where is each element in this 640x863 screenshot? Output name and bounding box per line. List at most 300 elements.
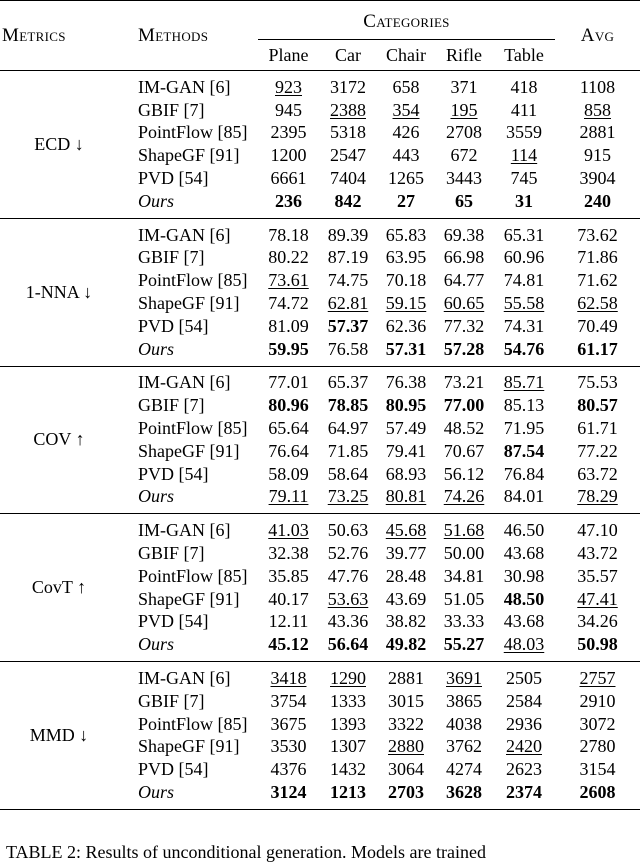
value-cell [319, 542, 377, 565]
value-text: 38.82 [385, 611, 427, 632]
value-cell [319, 736, 377, 759]
value-cell [435, 463, 493, 486]
method-name: Ours [138, 486, 175, 507]
avg-value [555, 417, 640, 440]
value-text: 64.77 [443, 270, 485, 291]
value-text: 2881 [579, 122, 616, 143]
value-cell [493, 588, 555, 611]
value-text: 55.27 [443, 634, 485, 655]
value-cell [319, 190, 377, 218]
value-text: 77.01 [268, 372, 309, 393]
table-row [0, 662, 640, 690]
value-cell [258, 247, 319, 270]
value-text: 65.83 [385, 224, 427, 245]
value-text: 3691 [446, 668, 482, 689]
value-text: 411 [510, 99, 538, 120]
value-text: 65.37 [327, 372, 369, 393]
value-cell [377, 292, 435, 315]
value-text: 47.41 [577, 588, 618, 609]
value-cell [377, 71, 435, 99]
value-text: 64.97 [327, 418, 369, 439]
avg-value [555, 269, 640, 292]
value-cell [319, 633, 377, 661]
value-cell [319, 218, 377, 246]
value-cell [258, 662, 319, 690]
value-text: 3064 [388, 759, 424, 780]
value-text: 658 [392, 76, 420, 97]
avg-value [555, 633, 640, 661]
value-cell [435, 144, 493, 167]
value-text: 52.76 [327, 543, 369, 564]
metric-label: MMD ↓ [29, 725, 89, 746]
value-cell [319, 269, 377, 292]
value-text: 57.28 [443, 338, 485, 359]
value-text: 35.57 [577, 565, 618, 586]
value-text: 50.00 [443, 543, 485, 564]
value-text: 3754 [270, 690, 307, 711]
value-text: 57.49 [385, 418, 427, 439]
avg-value [555, 514, 640, 542]
method-name: PointFlow [85] [138, 418, 248, 439]
value-text: 56.12 [443, 463, 485, 484]
value-text: 34.81 [443, 565, 485, 586]
value-text: 40.17 [268, 588, 309, 609]
value-cell [493, 758, 555, 781]
value-cell [319, 247, 377, 270]
value-cell [377, 247, 435, 270]
avg-value [555, 99, 640, 122]
value-cell [435, 417, 493, 440]
value-text: 1432 [330, 759, 366, 780]
value-text: 7404 [330, 168, 366, 189]
value-cell [258, 514, 319, 542]
value-cell [258, 144, 319, 167]
value-text: 4038 [446, 713, 482, 734]
value-cell [258, 218, 319, 246]
value-cell [258, 394, 319, 417]
avg-value [555, 144, 640, 167]
value-cell [435, 315, 493, 338]
value-text: 371 [450, 76, 478, 97]
value-cell [258, 588, 319, 611]
value-cell [258, 190, 319, 218]
method-name: PointFlow [85] [138, 565, 248, 586]
table-row [0, 514, 640, 542]
value-cell [493, 633, 555, 661]
value-text: 76.64 [268, 440, 309, 461]
value-text: 923 [275, 76, 302, 97]
value-text: 2910 [579, 690, 616, 711]
value-text: 80.95 [385, 395, 427, 416]
value-text: 71.95 [503, 418, 545, 439]
value-text: 30.98 [503, 565, 545, 586]
avg-value [555, 781, 640, 809]
value-cell [493, 167, 555, 190]
value-text: 43.36 [327, 611, 369, 632]
value-cell [377, 486, 435, 514]
value-text: 79.11 [268, 486, 309, 507]
value-cell [493, 713, 555, 736]
table-header [0, 1, 640, 71]
value-cell [435, 366, 493, 394]
value-text: 236 [275, 190, 302, 211]
value-cell [377, 633, 435, 661]
value-cell [377, 122, 435, 145]
avg-value [555, 463, 640, 486]
category-rifle-header: Rifle [446, 44, 482, 65]
value-cell [319, 486, 377, 514]
value-cell [319, 71, 377, 99]
avg-value [555, 247, 640, 270]
avg-header: Avg [580, 24, 615, 46]
value-text: 672 [450, 145, 478, 166]
value-text: 195 [450, 99, 478, 120]
category-plane-header: Plane [268, 44, 309, 65]
value-cell [319, 758, 377, 781]
value-cell [377, 514, 435, 542]
value-text: 57.31 [385, 338, 427, 359]
value-cell [377, 167, 435, 190]
value-text: 46.50 [503, 520, 545, 541]
value-text: 63.72 [577, 463, 618, 484]
value-text: 65.31 [503, 224, 545, 245]
value-text: 6661 [270, 168, 307, 189]
value-text: 3154 [579, 759, 616, 780]
avg-value [555, 611, 640, 634]
value-cell [493, 218, 555, 246]
value-cell [258, 736, 319, 759]
value-cell [319, 315, 377, 338]
value-cell [435, 99, 493, 122]
value-cell [493, 565, 555, 588]
value-text: 745 [510, 168, 538, 189]
value-cell [377, 662, 435, 690]
value-text: 2395 [270, 122, 307, 143]
value-text: 3418 [270, 668, 307, 689]
value-cell [319, 144, 377, 167]
value-text: 77.00 [443, 395, 485, 416]
value-cell [258, 315, 319, 338]
value-cell [319, 167, 377, 190]
value-text: 3530 [270, 736, 307, 757]
value-text: 55.58 [503, 293, 545, 314]
value-text: 60.96 [503, 247, 545, 268]
value-text: 418 [510, 76, 538, 97]
value-cell [319, 565, 377, 588]
avg-value [555, 338, 640, 366]
value-text: 2608 [579, 782, 616, 802]
method-name: PVD [54] [138, 759, 209, 780]
value-cell [319, 440, 377, 463]
value-cell [435, 758, 493, 781]
value-cell [319, 394, 377, 417]
value-text: 114 [510, 145, 538, 166]
value-cell [377, 417, 435, 440]
value-text: 78.18 [268, 224, 309, 245]
value-text: 87.54 [503, 440, 545, 461]
value-text: 3072 [579, 713, 616, 734]
value-cell [493, 144, 555, 167]
value-text: 47.10 [577, 520, 618, 541]
avg-value [555, 315, 640, 338]
method-name: PVD [54] [138, 463, 209, 484]
table-caption: TABLE 2: Results of unconditional generation. Models are trained [6, 842, 486, 862]
value-cell [319, 713, 377, 736]
value-text: 32.38 [268, 543, 309, 564]
value-text: 78.29 [577, 486, 618, 507]
value-cell [493, 122, 555, 145]
value-text: 76.84 [503, 463, 545, 484]
value-cell [435, 122, 493, 145]
method-name: PVD [54] [138, 315, 209, 336]
method-name: PointFlow [85] [138, 270, 248, 291]
value-text: 80.57 [577, 395, 618, 416]
value-text: 842 [334, 190, 362, 211]
value-cell [258, 292, 319, 315]
value-cell [319, 662, 377, 690]
value-text: 70.18 [385, 270, 427, 291]
value-text: 77.32 [443, 315, 485, 336]
value-text: 74.75 [327, 270, 369, 291]
value-text: 1200 [270, 145, 307, 166]
value-text: 4274 [446, 759, 482, 780]
method-name: ShapeGF [91] [138, 440, 240, 461]
value-cell [377, 269, 435, 292]
value-text: 48.52 [443, 418, 485, 439]
value-text: 65.64 [268, 418, 309, 439]
method-name: ShapeGF [91] [138, 736, 240, 757]
value-cell [258, 440, 319, 463]
avg-value [555, 690, 640, 713]
value-text: 51.68 [443, 520, 485, 541]
value-cell [435, 486, 493, 514]
value-text: 60.65 [443, 293, 485, 314]
value-text: 5318 [330, 122, 366, 143]
value-text: 1393 [330, 713, 366, 734]
value-cell [319, 338, 377, 366]
value-text: 1108 [579, 76, 616, 97]
metric-label: COV ↑ [33, 429, 85, 450]
value-text: 426 [392, 122, 420, 143]
value-text: 3762 [446, 736, 482, 757]
value-text: 858 [584, 99, 611, 120]
avg-value [555, 122, 640, 145]
value-text: 71.86 [577, 247, 618, 268]
value-cell [258, 463, 319, 486]
value-cell [319, 99, 377, 122]
value-cell [435, 736, 493, 759]
value-cell [258, 611, 319, 634]
value-cell [493, 417, 555, 440]
value-text: 2780 [579, 736, 616, 757]
value-text: 1290 [330, 668, 366, 689]
value-text: 78.85 [327, 395, 369, 416]
method-name: IM-GAN [6] [138, 372, 231, 393]
value-text: 3628 [446, 782, 482, 802]
value-text: 50.63 [327, 520, 369, 541]
value-text: 2505 [506, 668, 542, 689]
value-cell [377, 440, 435, 463]
value-cell [258, 758, 319, 781]
method-name: GBIF [7] [138, 690, 205, 711]
avg-value [555, 190, 640, 218]
value-text: 945 [275, 99, 302, 120]
value-cell [377, 690, 435, 713]
value-cell [435, 690, 493, 713]
value-cell [493, 71, 555, 99]
value-text: 85.13 [503, 395, 545, 416]
value-text: 39.77 [385, 543, 427, 564]
value-cell [377, 611, 435, 634]
value-cell [435, 71, 493, 99]
method-name: GBIF [7] [138, 395, 205, 416]
value-cell [377, 713, 435, 736]
value-cell [493, 315, 555, 338]
method-name: PointFlow [85] [138, 122, 248, 143]
value-cell [377, 190, 435, 218]
value-text: 27 [397, 190, 415, 211]
value-text: 71.85 [327, 440, 369, 461]
metric-label: CovT ↑ [31, 577, 87, 598]
value-cell [319, 690, 377, 713]
method-name: Ours [138, 338, 175, 359]
value-text: 62.58 [577, 293, 618, 314]
value-cell [319, 514, 377, 542]
value-cell [435, 269, 493, 292]
value-cell [435, 713, 493, 736]
value-cell [493, 394, 555, 417]
value-text: 3904 [579, 168, 616, 189]
value-text: 84.01 [503, 486, 545, 507]
method-name: GBIF [7] [138, 543, 205, 564]
metric-label: 1-NNA ↓ [25, 281, 93, 302]
value-text: 33.33 [443, 611, 485, 632]
value-text: 62.81 [327, 293, 369, 314]
methods-header: Methods [138, 24, 209, 46]
value-cell [435, 338, 493, 366]
value-cell [377, 588, 435, 611]
value-cell [258, 417, 319, 440]
value-cell [493, 247, 555, 270]
value-text: 45.68 [385, 520, 427, 541]
value-text: 2623 [506, 759, 542, 780]
method-name: Ours [138, 190, 175, 211]
value-text: 89.39 [327, 224, 369, 245]
value-text: 2881 [388, 668, 424, 689]
avg-value [555, 218, 640, 246]
value-cell [435, 662, 493, 690]
value-text: 34.26 [577, 611, 618, 632]
value-text: 1307 [330, 736, 366, 757]
value-text: 74.72 [268, 293, 309, 314]
value-text: 74.81 [503, 270, 545, 291]
value-text: 80.22 [268, 247, 309, 268]
value-text: 70.67 [443, 440, 485, 461]
value-cell [493, 611, 555, 634]
value-cell [493, 269, 555, 292]
value-text: 2936 [506, 713, 542, 734]
value-text: 61.17 [577, 338, 618, 359]
value-cell [258, 269, 319, 292]
value-text: 41.03 [268, 520, 309, 541]
value-text: 85.71 [503, 372, 545, 393]
table-body [0, 71, 640, 810]
value-text: 915 [584, 145, 611, 166]
value-cell [435, 588, 493, 611]
value-text: 2388 [330, 99, 366, 120]
value-text: 3559 [506, 122, 542, 143]
value-text: 53.63 [327, 588, 369, 609]
value-text: 35.85 [268, 565, 309, 586]
value-text: 54.76 [503, 338, 545, 359]
value-text: 74.26 [443, 486, 485, 507]
value-text: 2547 [330, 145, 366, 166]
value-text: 56.64 [327, 634, 369, 655]
value-cell [377, 315, 435, 338]
value-cell [377, 565, 435, 588]
avg-value [555, 366, 640, 394]
table-row [0, 366, 640, 394]
avg-value [555, 713, 640, 736]
value-cell [493, 514, 555, 542]
method-name: IM-GAN [6] [138, 76, 231, 97]
value-text: 80.96 [268, 395, 309, 416]
table-row [0, 218, 640, 246]
value-text: 12.11 [268, 611, 309, 632]
value-text: 69.38 [443, 224, 485, 245]
value-cell [258, 167, 319, 190]
value-text: 3865 [446, 690, 482, 711]
value-cell [435, 292, 493, 315]
value-cell [493, 463, 555, 486]
avg-value [555, 440, 640, 463]
value-cell [493, 690, 555, 713]
value-text: 81.09 [268, 315, 309, 336]
value-cell [319, 463, 377, 486]
value-text: 66.98 [443, 247, 485, 268]
value-text: 63.95 [385, 247, 427, 268]
value-cell [258, 542, 319, 565]
value-text: 1265 [388, 168, 424, 189]
value-text: 4376 [270, 759, 307, 780]
method-name: ShapeGF [91] [138, 145, 240, 166]
value-cell [435, 514, 493, 542]
avg-value [555, 565, 640, 588]
value-cell [377, 338, 435, 366]
categories-header: Categories [258, 1, 555, 40]
value-cell [377, 218, 435, 246]
value-cell [493, 190, 555, 218]
value-text: 77.22 [577, 440, 618, 461]
method-name: IM-GAN [6] [138, 520, 231, 541]
value-cell [319, 292, 377, 315]
value-cell [319, 122, 377, 145]
value-text: 70.49 [577, 315, 618, 336]
value-text: 47.76 [327, 565, 369, 586]
value-cell [493, 736, 555, 759]
value-text: 2584 [506, 690, 542, 711]
value-text: 3443 [446, 168, 482, 189]
value-text: 2880 [388, 736, 424, 757]
value-text: 76.58 [327, 338, 369, 359]
value-text: 51.05 [443, 588, 485, 609]
value-text: 43.69 [385, 588, 427, 609]
value-text: 59.95 [268, 338, 309, 359]
value-cell [258, 781, 319, 809]
value-cell [435, 542, 493, 565]
value-text: 1333 [330, 690, 366, 711]
value-text: 87.19 [327, 247, 369, 268]
